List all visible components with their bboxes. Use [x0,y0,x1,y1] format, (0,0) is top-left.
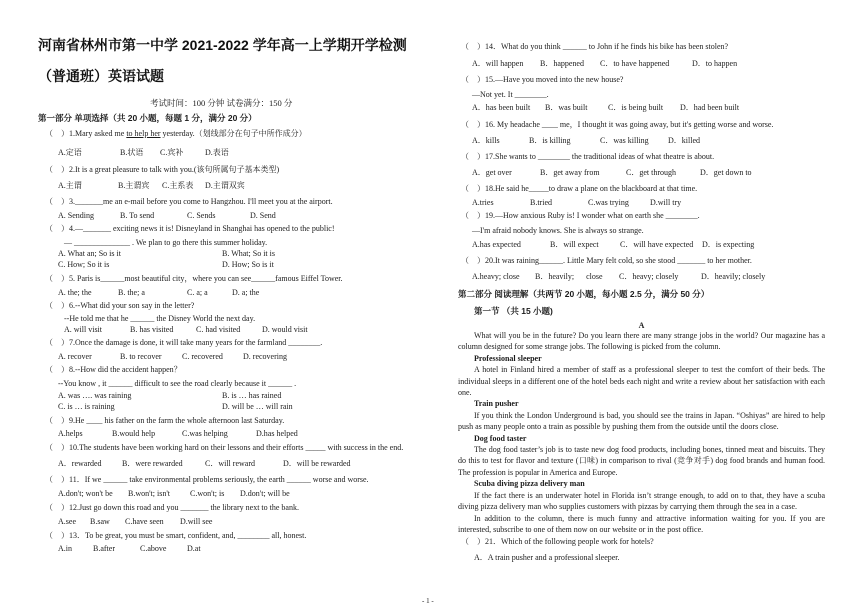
question-14-options [0,59,860,69]
page-number: - 1 - [422,597,434,605]
job-text-scuba-pizza-delivery: If the fact there is an underwater hotel in Florida isn’t strange enough, to add on to that, they have a scuba diving pizza delivery man who supplies customers with pizzas by carrying them through the sea in a case. [458,490,825,512]
option-a: A.定语 [58,148,82,157]
option-a: A．get over [472,168,512,177]
question-19-stem: 19.—How anxious Ruby is! I wonder what on earth she ________. [485,211,700,220]
job-title-dog-food-taster: Dog food taster [474,433,527,443]
option-d: D．had been built [680,103,740,112]
option-c: C．heavy; closely [619,272,679,281]
option-d: D．is expecting [702,240,755,249]
option-b: B．happened [540,59,584,68]
option-a: A．kills [472,136,500,145]
option-a: A. recover [58,352,92,361]
option-d: D．heavily; closely [701,272,766,281]
option-d: D.will try [650,198,682,207]
option-b: B．will expect [550,240,599,249]
option-a: A.主谓 [58,181,82,190]
option-a: A. Sending [58,211,94,220]
question-14-stem: 14．What do you think ______ to John if he finds his bike has been stolen? [485,42,729,51]
question-8-line-2: --You know , it ______ difficult to see the road clearly because it ______ . [58,379,297,388]
question-20-options [0,272,860,282]
passage-intro: What will you be in the future? Do you learn there are many strange jobs in the world? Our magazine has a column designed for some strange jobs. The following is picked from the column. [458,331,825,352]
option-a: A．has been built [472,103,531,112]
option-d: D.表语 [205,148,229,157]
option-a: A.don't; won't be [58,489,113,498]
option-d: D.at [187,544,201,553]
option-d: D.don't; will be [240,489,290,498]
option-b: B. What; So it is [222,249,275,258]
option-c: C.won't; is [190,489,225,498]
exam-title-line-2: （普通班）英语试题 [38,68,164,84]
question-16-options [0,136,860,146]
option-c: C．was killing [600,136,649,145]
option-d: D. How; So is it [222,260,274,269]
question-8 [45,365,182,375]
question-8-stem: 8.--How did the accident happen？ [69,365,182,374]
question-20-stem: 20.It was raining______. Little Mary felt cold, so she stood _______ to her mother. [485,256,752,265]
question-7-stem: 7.Once the damage is done, it will take many years for the farmland ________. [69,338,323,347]
question-11-stem: 11．If we ______ take environmental problems seriously, the earth ______ worse and worse. [69,475,369,484]
question-16 [461,120,773,130]
option-d: D.主谓双宾 [205,181,245,190]
job-text-train-pusher: If you think the London Underground is bad, you should see the trains in Japan. “Oshiyas” are hired to help push as many people onto a train as possible by pushing them from the outside until the doors close. [458,410,825,432]
question-6-stem: 6.--What did your son say in the letter? [69,301,195,310]
option-d: D．killed [668,136,700,145]
exam-info: 考试时间：100 分钟 试卷满分：150 分 [150,98,293,108]
question-5-stem: 5. Paris is______most beautiful city，where you can see______famous Eiffel Tower. [69,274,343,283]
option-a: A. was …. was raining [58,391,132,400]
option-d: D．get down to [700,168,752,177]
option-c: C.主系表 [162,181,194,190]
option-b: B．were rewarded [122,459,183,468]
option-a: A. What an; So is it [58,249,121,258]
question-19-options [0,240,860,250]
question-17 [461,152,714,162]
question-10-stem: 10.The students have been working hard on their lessons and their efforts _____ with success in the end. [69,443,404,452]
option-b: B. the; a [118,288,145,297]
question-17-stem: 17.She wants to ________ the traditional ideas of what theatre is about. [485,152,715,161]
question-1-stem: 1.Mary asked me [69,129,127,138]
answer-bracket: （ ） [45,475,69,484]
option-b: B.主谓宾 [118,181,150,190]
option-c: C．get through [626,168,676,177]
question-9-stem: 9.He ____ his father on the farm the whole afternoon last Saturday. [69,416,285,425]
reading-passage-a [458,330,825,535]
job-title-professional-sleeper: Professional sleeper [474,353,542,363]
answer-bracket: （ ） [461,152,485,161]
question-4-line-2: — ______________ . We plan to go there this summer holiday. [64,238,268,247]
option-a: A.has expected [472,240,521,249]
option-b: B. to recover [120,352,162,361]
answer-bracket: （ ） [45,503,69,512]
question-18-options [0,198,860,208]
option-b: B．heavily; close [535,272,603,281]
question-15 [461,75,623,85]
option-b: B.状语 [120,148,144,157]
question-3-stem: 3._______me an e-mail before you come to Hangzhou. I'll meet you at the airport. [69,197,333,206]
option-a: A.tries [472,198,494,207]
option-d: D．to happen [692,59,738,68]
option-d: D. will be … will rain [222,402,293,411]
option-b: B. has visited [130,325,174,334]
part1-heading: 第一部分 单项选择（共 20 小题，每题 1 分，满分 20 分） [38,113,257,123]
option-d: D.will see [180,517,213,526]
option-d: D. would visit [262,325,308,334]
option-c: C. Sends [187,211,216,220]
question-4-stem: 4.—_______ exciting news it is! Disneyland in Shanghai has opened to the public! [69,224,335,233]
answer-bracket: （ ） [45,365,69,374]
option-c: C.was trying [588,198,629,207]
question-6-line-2: --He told me that he ______ the Disney World the next day. [64,314,256,323]
option-a: A．rewarded [58,459,102,468]
option-c: C. had visited [196,325,241,334]
question-4 [45,224,335,234]
question-13 [45,531,306,541]
option-c: C．will reward [205,459,255,468]
question-19-line-2: —I'm afraid nobody knows. She is always so strange. [472,226,644,235]
question-2-stem: 2.It is a great pleasure to talk with you.(该句所属句子基本类型) [69,165,280,174]
answer-bracket: （ ） [45,443,69,452]
option-b: B.tried [530,198,552,207]
question-3-options [0,211,860,221]
question-11 [45,475,369,485]
answer-bracket: （ ） [461,537,485,546]
question-15-stem: 15.—Have you moved into the new house? [485,75,624,84]
question-17-options [0,168,860,178]
question-2-options [0,181,860,191]
option-d: D. Send [250,211,276,220]
option-a: A.see [58,517,76,526]
question-15-line-2: —Not yet. It ________. [472,90,549,99]
option-a: A. the; the [58,288,92,297]
answer-bracket: （ ） [461,256,485,265]
option-c: C. recovered [182,352,223,361]
passage-closing: In addition to the column, there is much funny and attractive information waiting for you. If you are interested, subscribe to one of them now on our website or in the post office. [458,513,825,534]
job-text-professional-sleeper: A hotel in Finland hired a member of staff as a professional sleeper to test the comfort of their beds. The individual sleeps in a different one of the hotel beds each night and write a review about her satisfaction with each one. [458,365,825,398]
question-10 [45,443,403,453]
answer-bracket: （ ） [45,338,69,347]
section1-heading: 第一节 （共 15 小题) [474,306,553,316]
option-c: C.was helping [182,429,228,438]
option-d: D. recovering [243,352,287,361]
option-b: B．is killing [529,136,571,145]
question-12-stem: 12.Just go down this road and you _______ the library next to the bank. [69,503,299,512]
answer-bracket: （ ） [45,416,69,425]
answer-bracket: （ ） [461,42,485,51]
question-1-stem-end: yesterday.（划线部分在句子中所作成分） [160,129,307,138]
part2-heading: 第二部分 阅读理解（共两节 20 小题，每小题 2.5 分，满分 50 分） [458,289,710,299]
option-b: B．get away from [540,168,600,177]
option-d: D．will be rewarded [283,459,351,468]
option-b: B. is … has rained [222,391,282,400]
question-1-underlined-part: to help her [126,129,161,138]
option-b: B.after [93,544,115,553]
option-c: C．to have happened [600,59,670,68]
question-12 [45,503,299,513]
answer-bracket: （ ） [45,197,69,206]
question-13-stem: 13．To be great, you must be smart, confident, and, ________ all, honest. [69,531,307,540]
job-title-train-pusher: Train pusher [474,399,519,409]
option-b: B．was built [545,103,588,112]
job-text-dog-food-taster: The dog food taster’s job is to taste new dog food products, including bones, tinned meat and biscuits. They do this to test for flavor and texture (口味) in comparison to rival (竞争对手) dog food brands and human food. The profession is popular in America and Europe. [458,445,825,477]
option-a: A.heavy; close [472,272,520,281]
option-b: B.would help [112,429,156,438]
question-16-stem: 16. My headache ____ me，I thought it was going away, but it's getting worse and worse. [485,120,774,129]
question-18-stem: 18.He said he_____to draw a plane on the blackboard at that time. [485,184,698,193]
option-c: C.have seen [125,517,164,526]
option-c: C.above [140,544,167,553]
answer-bracket: （ ） [45,165,69,174]
question-1-options [0,148,860,158]
question-5-options [0,288,860,298]
option-d: D. a; the [232,288,260,297]
option-a: A.in [58,544,72,553]
question-18 [461,184,697,194]
option-c: C．is being built [608,103,664,112]
question-15-options [0,103,860,113]
answer-bracket: （ ） [45,224,69,233]
option-a: A.helps [58,429,83,438]
question-21-stem: 21．Which of the following people work for hotels? [485,537,654,546]
option-b: B.won't; isn't [128,489,170,498]
option-c: C.宾补 [160,148,184,157]
question-7 [45,338,322,348]
exam-title-line-1: 河南省林州市第一中学 2021-2022 学年高一上学期开学检测 [38,37,407,53]
question-14 [461,42,728,52]
option-a: A. will visit [64,325,103,334]
passage-label: A [638,321,645,330]
answer-bracket: （ ） [45,274,69,283]
option-d: D.has helped [256,429,298,438]
question-13-options [0,544,860,554]
option-c: C. a; a [187,288,208,297]
question-9 [45,416,284,426]
question-21-option-a: A．A train pusher and a professional sleeper. [474,553,620,562]
answer-bracket: （ ） [461,75,485,84]
answer-bracket: （ ） [45,531,69,540]
question-19 [461,211,700,221]
question-21 [461,537,654,547]
option-c: C. How; So it is [58,260,110,269]
answer-bracket: （ ） [461,211,485,220]
option-b: B.saw [90,517,110,526]
option-c: C. is … is raining [58,402,115,411]
answer-bracket: （ ） [45,301,69,310]
answer-bracket: （ ） [45,129,69,138]
question-6 [45,301,194,311]
answer-bracket: （ ） [461,120,485,129]
option-c: C．will have expected [620,240,694,249]
question-20 [461,256,752,266]
option-a: A．will happen [472,59,524,68]
option-b: B. To send [120,211,155,220]
job-title-scuba-pizza-delivery: Scuba diving pizza delivery man [474,479,585,489]
answer-bracket: （ ） [461,184,485,193]
